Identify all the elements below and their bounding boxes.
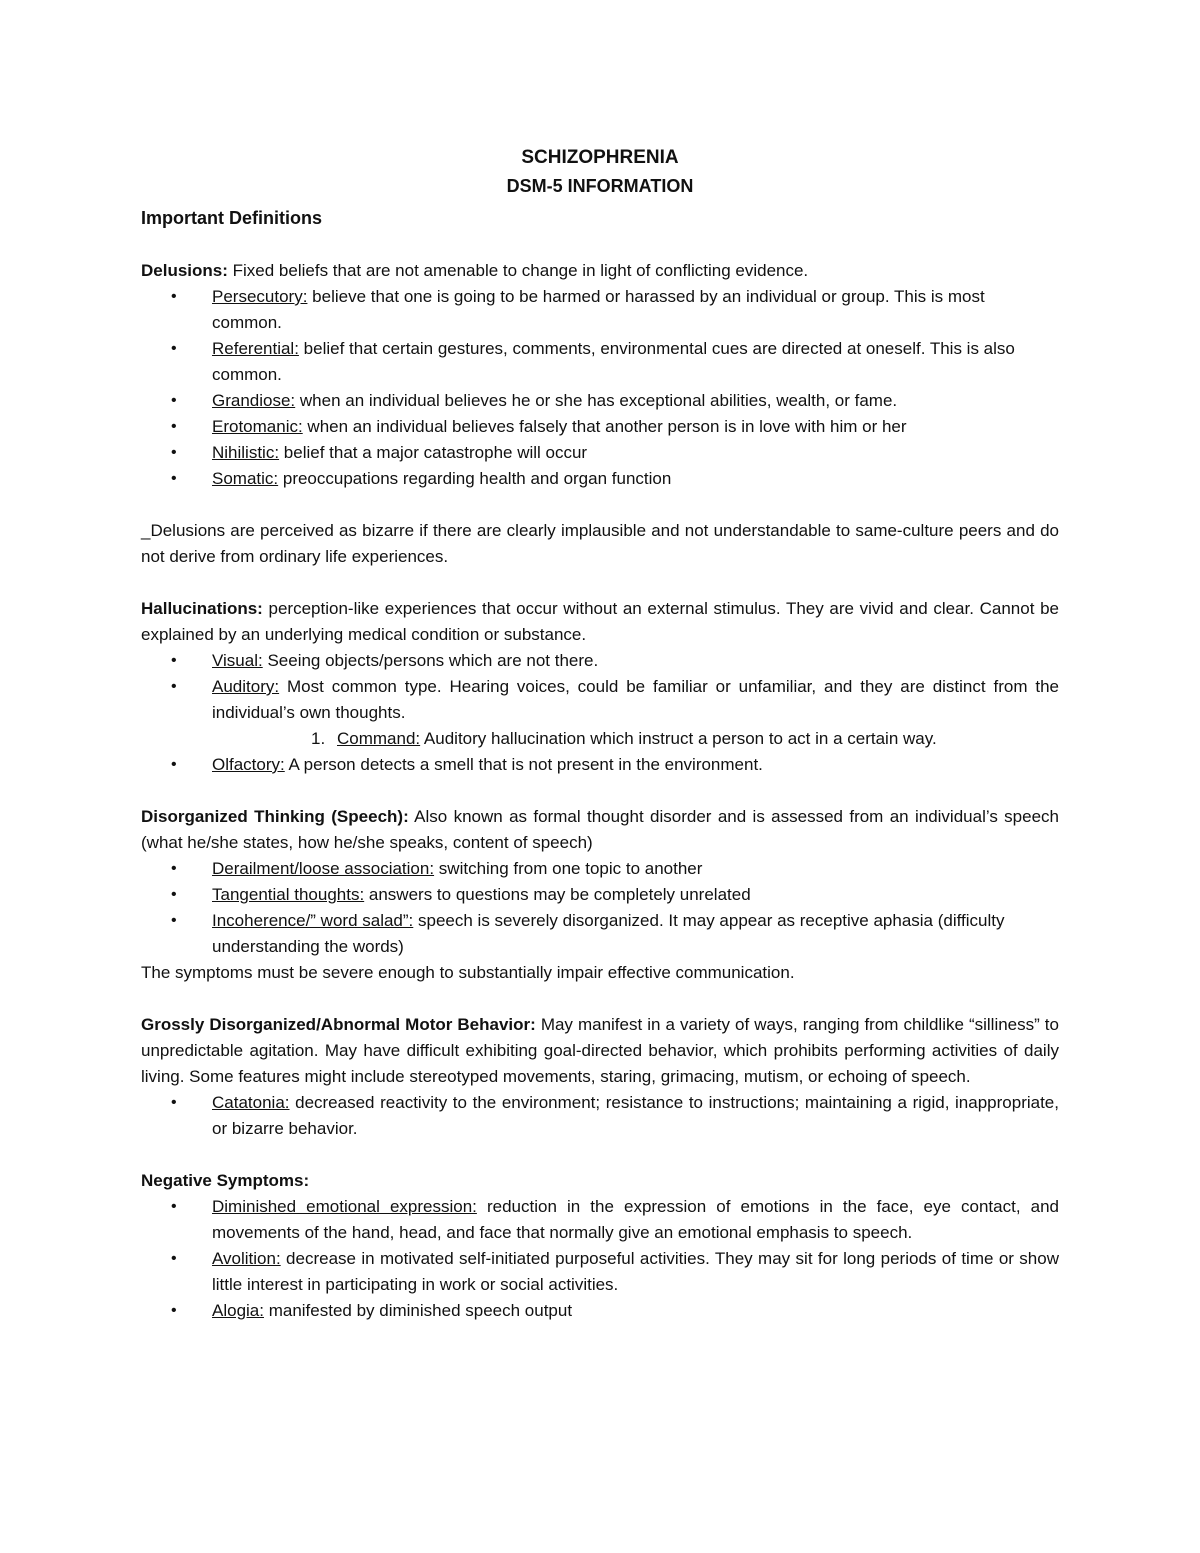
- bullet-icon: •: [171, 860, 177, 877]
- disorganized-thinking-text: Also known as formal thought disorder and is assessed from an individual’s speech (what he/she states, how he/she speaks, content of speech): [141, 807, 1059, 852]
- list-item: [141, 284, 1059, 336]
- term-text: Most common type. Hearing voices, could be familiar or unfamiliar, and they are distinct from the individual’s own thoughts.: [212, 677, 1059, 722]
- bullet-icon: •: [171, 678, 177, 695]
- motor-behavior-text: May manifest in a variety of ways, ranging from childlike “silliness” to unpredictable agitation. May have difficult exhibiting goal-directed behavior, which prohibits performing activities of daily living. Some features might include stereotyped movements, staring, grimacing, mutism, or echoing of speech.: [141, 1015, 1059, 1086]
- term-label: Auditory:: [212, 677, 280, 696]
- list-item: [141, 648, 1059, 674]
- negative-symptoms-label: Negative Symptoms:: [141, 1171, 310, 1190]
- term-label: Catatonia:: [212, 1093, 290, 1112]
- term-text: believe that one is going to be harmed or harassed by an individual or group. This is most common.: [212, 287, 985, 332]
- list-item: [141, 1194, 1059, 1246]
- list-item: [141, 336, 1059, 388]
- term-label: Derailment/loose association:: [212, 859, 435, 878]
- bullet-icon: •: [171, 444, 177, 461]
- term-text: belief that certain gestures, comments, environmental cues are directed at oneself. This is also common.: [212, 339, 1015, 384]
- important-definitions-heading: Important Definitions: [141, 208, 322, 228]
- negative-symptoms-heading: [141, 1168, 1059, 1194]
- term-text: when an individual believes falsely that another person is in love with him or her: [302, 417, 907, 436]
- list-item: [141, 440, 1059, 466]
- list-item: [141, 388, 1059, 414]
- list-item: [141, 1090, 1059, 1142]
- term-text: answers to questions may be completely unrelated: [364, 885, 751, 904]
- disorganized-thinking-note: The symptoms must be severe enough to substantially impair effective communication.: [141, 963, 795, 982]
- term-label: Nihilistic:: [212, 443, 280, 462]
- bullet-icon: •: [171, 288, 177, 305]
- term-label: Alogia:: [212, 1301, 264, 1320]
- hallucinations-list: [141, 648, 1059, 726]
- disorganized-thinking-definition: [141, 804, 1059, 856]
- list-item: [141, 908, 1059, 960]
- term-label: Somatic:: [212, 469, 279, 488]
- disorganized-thinking-label: Disorganized Thinking (Speech):: [141, 807, 409, 826]
- term-text: decrease in motivated self-initiated purposeful activities. They may sit for long periods of time or show little interest in participating in work or social activities.: [212, 1249, 1059, 1294]
- delusions-definition: [141, 258, 1059, 284]
- bullet-icon: •: [171, 1250, 177, 1267]
- bullet-icon: •: [171, 418, 177, 435]
- disorganized-thinking-list: [141, 856, 1059, 960]
- term-label: Tangential thoughts:: [212, 885, 365, 904]
- list-item: [141, 856, 1059, 882]
- term-text: speech is severely disorganized. It may appear as receptive aphasia (difficulty understanding the words): [212, 911, 1005, 956]
- term-label: Referential:: [212, 339, 299, 358]
- bullet-icon: •: [171, 340, 177, 357]
- list-item: [141, 1246, 1059, 1298]
- term-text: decreased reactivity to the environment; resistance to instructions; maintaining a rigid, inappropriate, or bizarre behavior.: [212, 1093, 1059, 1138]
- term-label: Erotomanic:: [212, 417, 303, 436]
- delusions-label: Delusions:: [141, 261, 228, 280]
- bullet-icon: •: [171, 392, 177, 409]
- motor-behavior-list: [141, 1090, 1059, 1142]
- term-label: Diminished emotional expression:: [212, 1197, 477, 1216]
- bullet-icon: •: [171, 886, 177, 903]
- bullet-icon: •: [171, 1094, 177, 1111]
- bullet-icon: •: [171, 912, 177, 929]
- motor-behavior-definition: [141, 1012, 1059, 1090]
- term-label: Grandiose:: [212, 391, 296, 410]
- delusions-bizarre-note: _Delusions are perceived as bizarre if there are clearly implausible and not understandable to same-culture peers and do not derive from ordinary life experiences.: [141, 521, 1059, 566]
- numbered-sub-item: [141, 726, 1059, 752]
- bullet-icon: •: [171, 1198, 177, 1215]
- list-item: [141, 466, 1059, 492]
- term-label: Olfactory:: [212, 755, 285, 774]
- bullet-icon: •: [171, 652, 177, 669]
- term-text: manifested by diminished speech output: [263, 1301, 573, 1320]
- term-text: belief that a major catastrophe will occur: [279, 443, 588, 462]
- term-text: Auditory hallucination which instruct a person to act in a certain way.: [420, 729, 937, 748]
- term-text: when an individual believes he or she has exceptional abilities, wealth, or fame.: [295, 391, 898, 410]
- term-label: Visual:: [212, 651, 263, 670]
- term-text: preoccupations regarding health and organ function: [278, 469, 672, 488]
- term-text: reduction in the expression of emotions in the face, eye contact, and movements of the hand, head, and face that normally give an emotional emphasis to speech.: [212, 1197, 1059, 1242]
- term-text: switching from one topic to another: [434, 859, 703, 878]
- term-label: Persecutory:: [212, 287, 308, 306]
- bullet-icon: •: [171, 756, 177, 773]
- list-item: [141, 414, 1059, 440]
- term-text: A person detects a smell that is not present in the environment.: [284, 755, 763, 774]
- list-item: [141, 882, 1059, 908]
- document-title: SCHIZOPHRENIA: [521, 147, 679, 168]
- delusions-list: [141, 284, 1059, 492]
- sub-item-number: 1.: [311, 729, 326, 748]
- motor-behavior-label: Grossly Disorganized/Abnormal Motor Behavior:: [141, 1015, 536, 1034]
- list-item: [141, 674, 1059, 726]
- document-subtitle: DSM-5 INFORMATION: [506, 176, 694, 196]
- hallucinations-list-continued: [141, 752, 1059, 778]
- hallucinations-text: perception-like experiences that occur without an external stimulus. They are vivid and clear. Cannot be explained by an underlying medical condition or substance.: [141, 599, 1059, 644]
- term-text: Seeing objects/persons which are not there.: [262, 651, 599, 670]
- list-item: [141, 1298, 1059, 1324]
- hallucinations-definition: [141, 596, 1059, 648]
- term-label: Command:: [337, 729, 421, 748]
- list-item: [141, 752, 1059, 778]
- term-label: Avolition:: [212, 1249, 281, 1268]
- document-body: [141, 144, 1059, 1324]
- bullet-icon: •: [171, 470, 177, 487]
- bullet-icon: •: [171, 1302, 177, 1319]
- term-label: Incoherence/” word salad”:: [212, 911, 414, 930]
- hallucinations-label: Hallucinations:: [141, 599, 263, 618]
- delusions-text: Fixed beliefs that are not amenable to change in light of conflicting evidence.: [227, 261, 809, 280]
- negative-symptoms-list: [141, 1194, 1059, 1324]
